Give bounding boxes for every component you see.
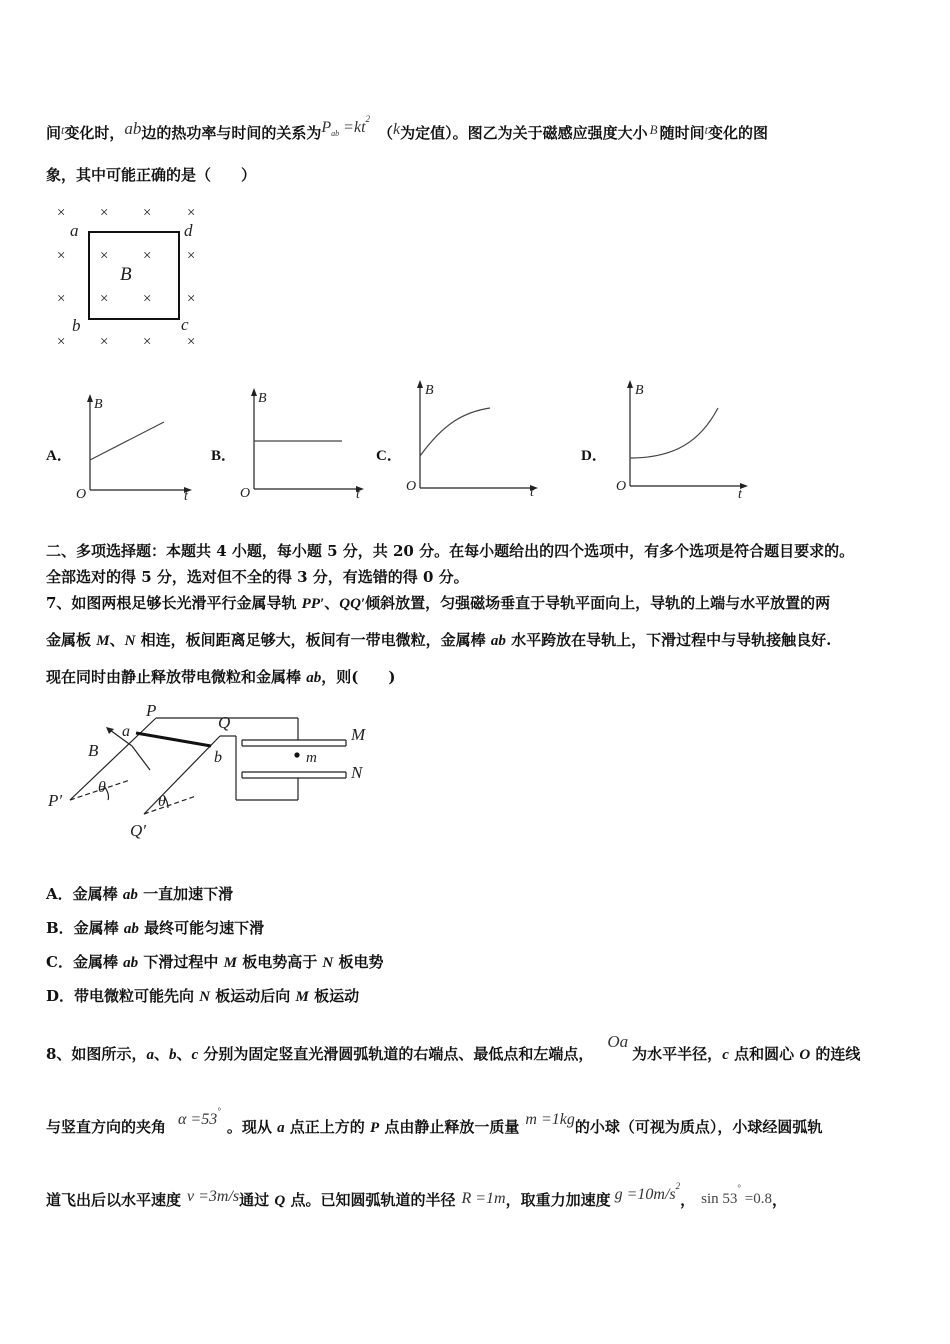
text: 为水平半径， xyxy=(632,1045,723,1063)
text: 板运动 xyxy=(308,987,360,1005)
var-a: a xyxy=(146,1047,154,1063)
y-arrow-icon xyxy=(251,388,257,396)
origin-label: O xyxy=(406,479,417,494)
label-theta: θ xyxy=(98,779,106,796)
text: 通过 xyxy=(239,1191,275,1209)
label-a: a xyxy=(70,221,79,240)
q7-line-2 xyxy=(46,629,831,650)
label-b: b xyxy=(72,316,81,335)
charged-particle xyxy=(294,752,299,757)
q8-line-3 xyxy=(46,1181,787,1210)
option-B-label: B． xyxy=(211,448,237,464)
var-N: N xyxy=(322,955,334,971)
var-M: M xyxy=(96,633,110,649)
cross-icon: × xyxy=(142,334,153,350)
section2-line-1: 二、多项选择题：本题共 4 小题，每小题 5 分，共 20 分。在每小题给出的四个选项中，有多个选项是符合题目要求的。 xyxy=(46,542,855,560)
text: 金属板 xyxy=(46,631,97,649)
text: 点由静止释放一质量 xyxy=(379,1118,520,1136)
var-QQ: QQ′ xyxy=(339,596,366,612)
superscript: 2 xyxy=(365,114,371,124)
horizontal-ref-Q xyxy=(144,796,196,814)
origin-label: O xyxy=(240,486,251,501)
rails-figure xyxy=(46,700,386,850)
axis-label-B: B xyxy=(425,383,434,398)
cross-icon: × xyxy=(56,205,67,221)
text: 倾斜放置，匀强磁场垂直于导轨平面向上，导轨的上端与水平放置的两 xyxy=(365,594,831,612)
graph-A xyxy=(74,392,194,502)
q7-option-C xyxy=(46,951,384,972)
q7-line-1 xyxy=(46,592,830,613)
text: 随时间 xyxy=(659,124,705,142)
text: 变化的图 xyxy=(707,124,768,142)
metal-rod-ab xyxy=(136,733,211,746)
graph-D xyxy=(614,378,754,503)
axis-label-t: t xyxy=(738,487,742,502)
field-line xyxy=(132,746,150,770)
text: 的小球（可视为质点），小球经圆弧轨 xyxy=(574,1118,823,1136)
var-ab: ab xyxy=(123,921,139,937)
rail-P xyxy=(70,718,156,800)
var-P-sub: ab xyxy=(331,129,340,138)
y-arrow-icon xyxy=(417,380,423,388)
text: 间 xyxy=(46,124,62,142)
var-c: c xyxy=(191,1047,199,1063)
var-ab: ab xyxy=(122,887,138,903)
text: 7、如图两根足够长光滑平行金属导轨 xyxy=(46,594,302,612)
cross-icon: × xyxy=(186,205,197,221)
graph-C xyxy=(404,378,544,498)
text: 现在同时由静止释放带电微粒和金属棒 xyxy=(46,668,307,686)
text: 道飞出后以水平速度 xyxy=(46,1191,182,1209)
text: 相连，板间距离足够大，板间有一带电微粒，金属棒 xyxy=(135,631,491,649)
cross-icon: × xyxy=(56,334,67,350)
rail-Q xyxy=(144,736,220,814)
label-a: a xyxy=(122,723,130,740)
label-Q: Q xyxy=(218,713,231,732)
text: 点正上方的 xyxy=(284,1118,371,1136)
text: 、 xyxy=(153,1045,169,1063)
curve-concave xyxy=(420,408,490,456)
axis-label-B: B xyxy=(94,397,103,412)
text: D．带电微粒可能先向 xyxy=(46,987,200,1005)
formula-v: v =3m/s xyxy=(187,1188,240,1205)
origin-label: O xyxy=(76,487,87,502)
degree-sign: ° xyxy=(217,1106,221,1116)
magnetic-field-figure xyxy=(48,198,218,348)
var-t: t xyxy=(61,123,65,137)
label-theta: θ xyxy=(158,793,166,810)
cross-icon: × xyxy=(99,248,110,264)
q7-line-3 xyxy=(46,666,395,687)
var-b: b xyxy=(168,1047,177,1063)
label-P: P xyxy=(146,701,157,720)
option-D-label: D． xyxy=(581,448,607,464)
text: 点和圆心 xyxy=(728,1045,800,1063)
var-P: P xyxy=(321,119,332,136)
var-P: P xyxy=(370,1120,380,1136)
cross-icon: × xyxy=(56,291,67,307)
formula-m: m =1kg xyxy=(525,1111,575,1128)
origin-label: O xyxy=(616,479,627,494)
option-C-label: C． xyxy=(376,448,402,464)
label-b: b xyxy=(214,749,222,766)
q6-line-1 xyxy=(46,114,768,143)
label-N: N xyxy=(351,763,363,782)
label-M: M xyxy=(351,725,366,744)
axis-label-B: B xyxy=(258,391,267,406)
axis-label-t: t xyxy=(184,489,188,504)
label-c: c xyxy=(181,315,189,334)
text: 8、如图所示， xyxy=(46,1045,147,1063)
text: 、 xyxy=(324,594,340,612)
text: 分别为固定竖直光滑圆弧轨道的右端点、最低点和左端点， xyxy=(198,1045,594,1063)
axis-label-B: B xyxy=(635,383,644,398)
text: 下滑过程中 xyxy=(138,953,224,971)
text: 板运动后向 xyxy=(210,987,296,1005)
cross-icon: × xyxy=(186,334,197,350)
q6-line-2: 象，其中可能正确的是（ ） xyxy=(46,166,257,184)
degree-sign: ° xyxy=(737,1183,742,1193)
label-P1: P′ xyxy=(48,791,63,810)
var-ab: ab xyxy=(123,955,139,971)
graph-B xyxy=(238,386,368,501)
arrow-icon xyxy=(106,727,114,734)
text: 板电势 xyxy=(333,953,384,971)
var-ab: ab xyxy=(124,119,142,138)
label-B: B xyxy=(120,264,132,285)
cross-icon: × xyxy=(99,205,110,221)
var-O: O xyxy=(799,1047,811,1063)
var-PP: PP′ xyxy=(301,596,325,612)
text: ， xyxy=(771,1191,787,1209)
text: 为定值）。图乙为关于磁感应强度大小 xyxy=(400,124,648,142)
q7-option-B xyxy=(46,917,264,938)
text: 水平跨放在导轨上，下滑过程中与导轨接触良好. xyxy=(505,631,832,649)
label-Q1: Q′ xyxy=(130,821,146,840)
text: 与竖直方向的夹角 xyxy=(46,1118,167,1136)
var-ab: ab xyxy=(306,670,322,686)
var-a: a xyxy=(277,1120,285,1136)
formula-R: R =1m xyxy=(461,1190,506,1207)
var-B: B xyxy=(649,122,658,137)
axis-label-t: t xyxy=(530,485,534,500)
text: ， xyxy=(680,1191,696,1209)
curve-convex xyxy=(630,408,718,458)
cross-icon: × xyxy=(56,248,67,264)
formula-value: =0.8 xyxy=(741,1191,772,1207)
formula-alpha: α =53 xyxy=(178,1111,218,1128)
var-Oa: Oa xyxy=(607,1032,629,1051)
text: 一直加速下滑 xyxy=(137,885,234,903)
cross-icon: × xyxy=(142,205,153,221)
text: 最终可能匀速下滑 xyxy=(138,919,265,937)
var-N: N xyxy=(199,989,211,1005)
text: 板电势高于 xyxy=(236,953,323,971)
var-M: M xyxy=(223,955,237,971)
option-A-label: A． xyxy=(46,448,72,464)
cross-icon: × xyxy=(99,334,110,350)
axis-label-t: t xyxy=(356,487,360,502)
var-c: c xyxy=(722,1047,729,1063)
text: 、 xyxy=(109,631,125,649)
y-arrow-icon xyxy=(87,394,93,402)
formula-g: g =10m/s xyxy=(614,1186,676,1203)
y-arrow-icon xyxy=(627,380,633,388)
section2-line-2: 全部选对的得 5 分，选对但不全的得 3 分，有选错的得 0 分。 xyxy=(46,568,469,586)
formula-sin: sin 53 xyxy=(701,1191,738,1207)
formula: =kt xyxy=(343,119,366,136)
cross-icon: × xyxy=(142,291,153,307)
q7-option-D xyxy=(46,985,359,1006)
var-M: M xyxy=(295,989,309,1005)
q8-line-2 xyxy=(46,1106,822,1137)
text: 的连线 xyxy=(810,1045,861,1063)
text: C．金属棒 xyxy=(46,953,124,971)
text: B．金属棒 xyxy=(46,919,124,937)
text: 点。已知圆弧轨道的半径 xyxy=(285,1191,456,1209)
text: ，则( ) xyxy=(321,668,396,686)
text: 变化时， xyxy=(64,124,125,142)
cross-icon: × xyxy=(186,248,197,264)
var-Q: Q xyxy=(274,1193,286,1209)
text: A．金属棒 xyxy=(46,885,123,903)
var-k: k xyxy=(393,121,401,138)
cross-icon: × xyxy=(99,291,110,307)
label-d: d xyxy=(184,221,193,240)
text: 。现从 xyxy=(226,1118,278,1136)
text: 边的热功率与时间的关系为 xyxy=(141,124,322,142)
label-B: B xyxy=(88,741,99,760)
var-ab: ab xyxy=(490,633,506,649)
text: 、 xyxy=(176,1045,192,1063)
var-t: t xyxy=(704,123,708,137)
q7-option-A xyxy=(46,883,233,904)
text: ，取重力加速度 xyxy=(505,1191,611,1209)
q8-line-1 xyxy=(46,1032,860,1064)
label-m: m xyxy=(306,750,317,766)
text: （ xyxy=(378,124,394,142)
superscript: 2 xyxy=(675,1181,681,1191)
cross-icon: × xyxy=(142,248,153,264)
var-N: N xyxy=(124,633,136,649)
cross-icon: × xyxy=(186,291,197,307)
curve-linear xyxy=(90,422,164,460)
